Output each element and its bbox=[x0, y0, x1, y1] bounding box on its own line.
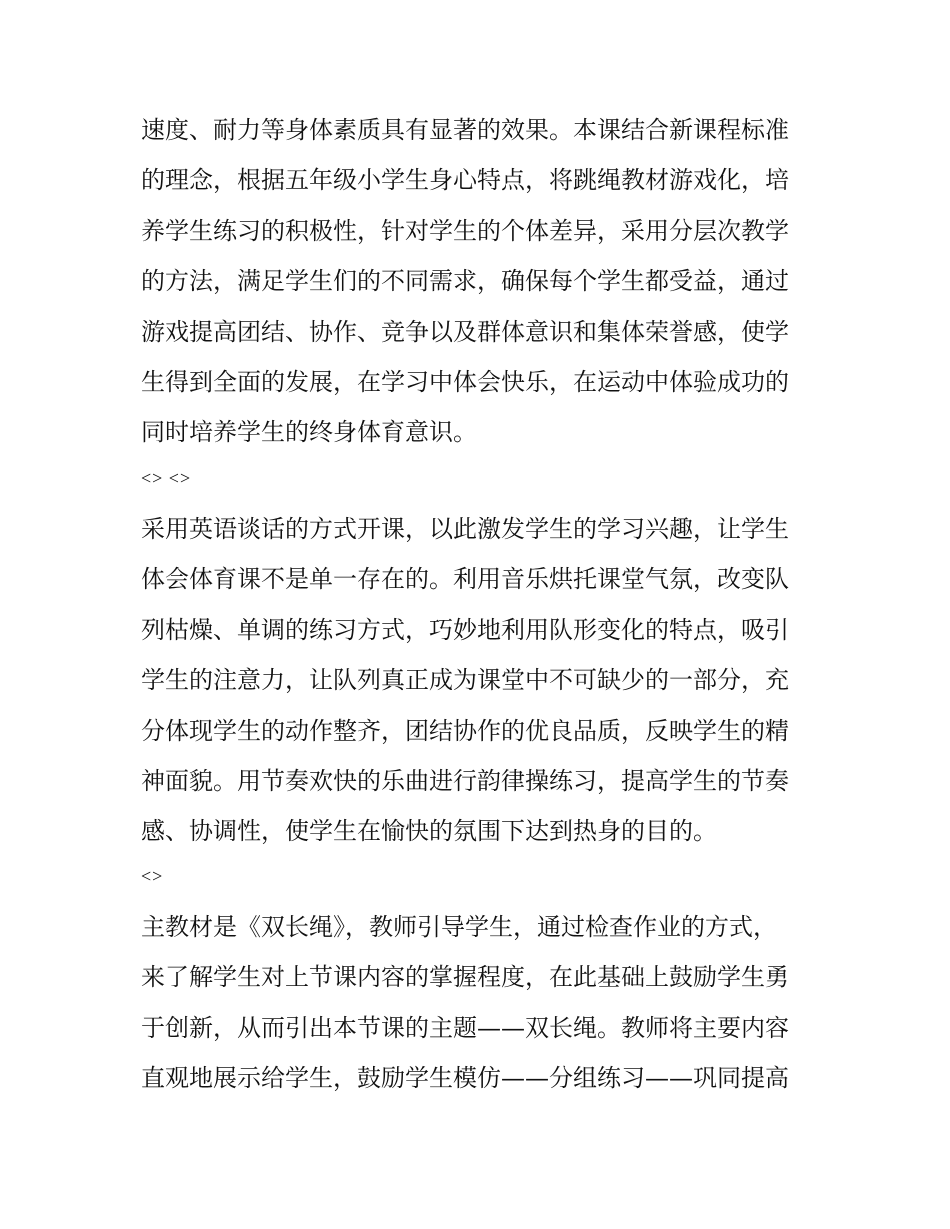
paragraph-3 bbox=[141, 902, 821, 1104]
section-marker: <> <> bbox=[141, 468, 192, 488]
paragraph-line: 主教材是《双长绳》，教师引导学生，通过检查作业的方式， bbox=[141, 913, 777, 941]
paragraph-line: 游戏提高团结、协作、竞争以及群体意识和集体荣誉感，使学 bbox=[141, 317, 789, 346]
paragraph-line: 分体现学生的动作整齐，团结协作的优良品质，反映学生的精 bbox=[141, 716, 789, 745]
paragraph-line: 体会体育课不是单一存在的。利用音乐烘托课堂气氛，改变队 bbox=[141, 565, 789, 594]
paragraph-line: 感、协调性，使学生在愉快的氛围下达到热身的目的。 bbox=[141, 817, 717, 846]
paragraph-line: 学生的注意力，让队列真正成为课堂中不可缺少的一部分，充 bbox=[141, 666, 789, 695]
paragraph-1 bbox=[141, 105, 821, 458]
paragraph-line: 养学生练习的积极性，针对学生的个体差异，采用分层次教学 bbox=[141, 216, 789, 245]
paragraph-line: 来了解学生对上节课内容的掌握程度，在此基础上鼓励学生勇 bbox=[141, 963, 789, 992]
section-marker: <> bbox=[141, 866, 164, 886]
paragraph-line: 同时培养学生的终身体育意识。 bbox=[141, 418, 477, 447]
paragraph-line: 生得到全面的发展，在学习中体会快乐，在运动中体验成功的 bbox=[141, 367, 789, 396]
paragraph-line: 直观地展示给学生，鼓励学生模仿——分组练习——巩同提高 bbox=[141, 1064, 789, 1093]
paragraph-line: 的理念，根据五年级小学生身心特点，将跳绳教材游戏化，培 bbox=[141, 166, 789, 195]
paragraph-line: 采用英语谈话的方式开课，以此激发学生的学习兴趣，让学生 bbox=[141, 515, 789, 543]
paragraph-line: 神面貌。用节奏欢快的乐曲进行韵律操练习，提高学生的节奏 bbox=[141, 766, 789, 795]
paragraph-line: 的方法，满足学生们的不同需求，确保每个学生都受益，通过 bbox=[141, 267, 789, 296]
paragraph-line: 列枯燥、单调的练习方式，巧妙地利用队形变化的特点，吸引 bbox=[141, 615, 789, 644]
paragraph-line: 速度、耐力等身体素质具有显著的效果。本课结合新课程标准 bbox=[141, 116, 789, 144]
paragraph-2 bbox=[141, 504, 821, 857]
paragraph-line: 于创新，从而引出本节课的主题——双长绳。教师将主要内容 bbox=[141, 1013, 789, 1042]
